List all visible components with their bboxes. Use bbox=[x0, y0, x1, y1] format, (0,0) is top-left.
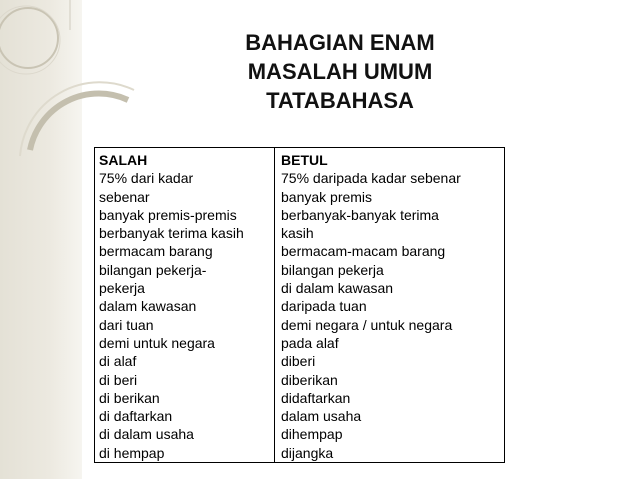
salah-line: 75% dari kadar bbox=[99, 170, 194, 187]
salah-header: SALAH bbox=[99, 152, 148, 168]
betul-header: BETUL bbox=[281, 152, 328, 168]
salah-line: di berikan bbox=[99, 389, 160, 406]
decorative-circles bbox=[0, 0, 140, 160]
betul-line: pada alaf bbox=[281, 334, 339, 351]
salah-line: demi untuk negara bbox=[99, 334, 215, 351]
salah-line: bilangan pekerja- bbox=[99, 261, 207, 278]
salah-line: pekerja bbox=[99, 280, 145, 297]
salah-line: dari tuan bbox=[99, 316, 154, 333]
salah-line: berbanyak terima kasih bbox=[99, 225, 244, 242]
betul-line: diberi bbox=[281, 353, 316, 370]
betul-line: di dalam kawasan bbox=[281, 280, 394, 297]
betul-line: demi negara / untuk negara bbox=[281, 316, 453, 333]
title-line: BAHAGIAN ENAM bbox=[245, 30, 435, 55]
salah-line: di beri bbox=[99, 371, 138, 388]
betul-line: berbanyak-banyak terima bbox=[281, 206, 439, 223]
salah-line: di daftarkan bbox=[99, 408, 173, 425]
comparison-table bbox=[94, 147, 505, 463]
betul-line: dalam usaha bbox=[281, 408, 362, 425]
betul-line: bilangan pekerja bbox=[281, 261, 384, 278]
salah-column bbox=[99, 151, 244, 462]
salah-line: di alaf bbox=[99, 353, 137, 370]
title-line: MASALAH UMUM bbox=[247, 59, 433, 84]
betul-line: didaftarkan bbox=[281, 389, 351, 406]
betul-line: dijangka bbox=[281, 444, 334, 461]
betul-line: bermacam-macam barang bbox=[281, 243, 446, 260]
salah-line: banyak premis-premis bbox=[99, 206, 237, 223]
betul-line: 75% daripada kadar sebenar bbox=[281, 170, 461, 187]
salah-line: sebenar bbox=[99, 188, 150, 205]
column-divider bbox=[274, 148, 275, 462]
salah-line: dalam kawasan bbox=[99, 298, 197, 315]
betul-line: kasih bbox=[281, 225, 314, 242]
betul-column bbox=[281, 151, 461, 462]
title-line: TATABAHASA bbox=[266, 88, 414, 113]
betul-line: diberikan bbox=[281, 371, 338, 388]
betul-line: dihempap bbox=[281, 426, 343, 443]
betul-line: banyak premis bbox=[281, 188, 373, 205]
salah-line: di dalam usaha bbox=[99, 426, 194, 443]
slide-title bbox=[222, 28, 458, 115]
overflow-text-strip bbox=[94, 463, 505, 479]
betul-line: daripada tuan bbox=[281, 298, 367, 315]
salah-line: di hempap bbox=[99, 444, 165, 461]
salah-line: bermacam barang bbox=[99, 243, 213, 260]
